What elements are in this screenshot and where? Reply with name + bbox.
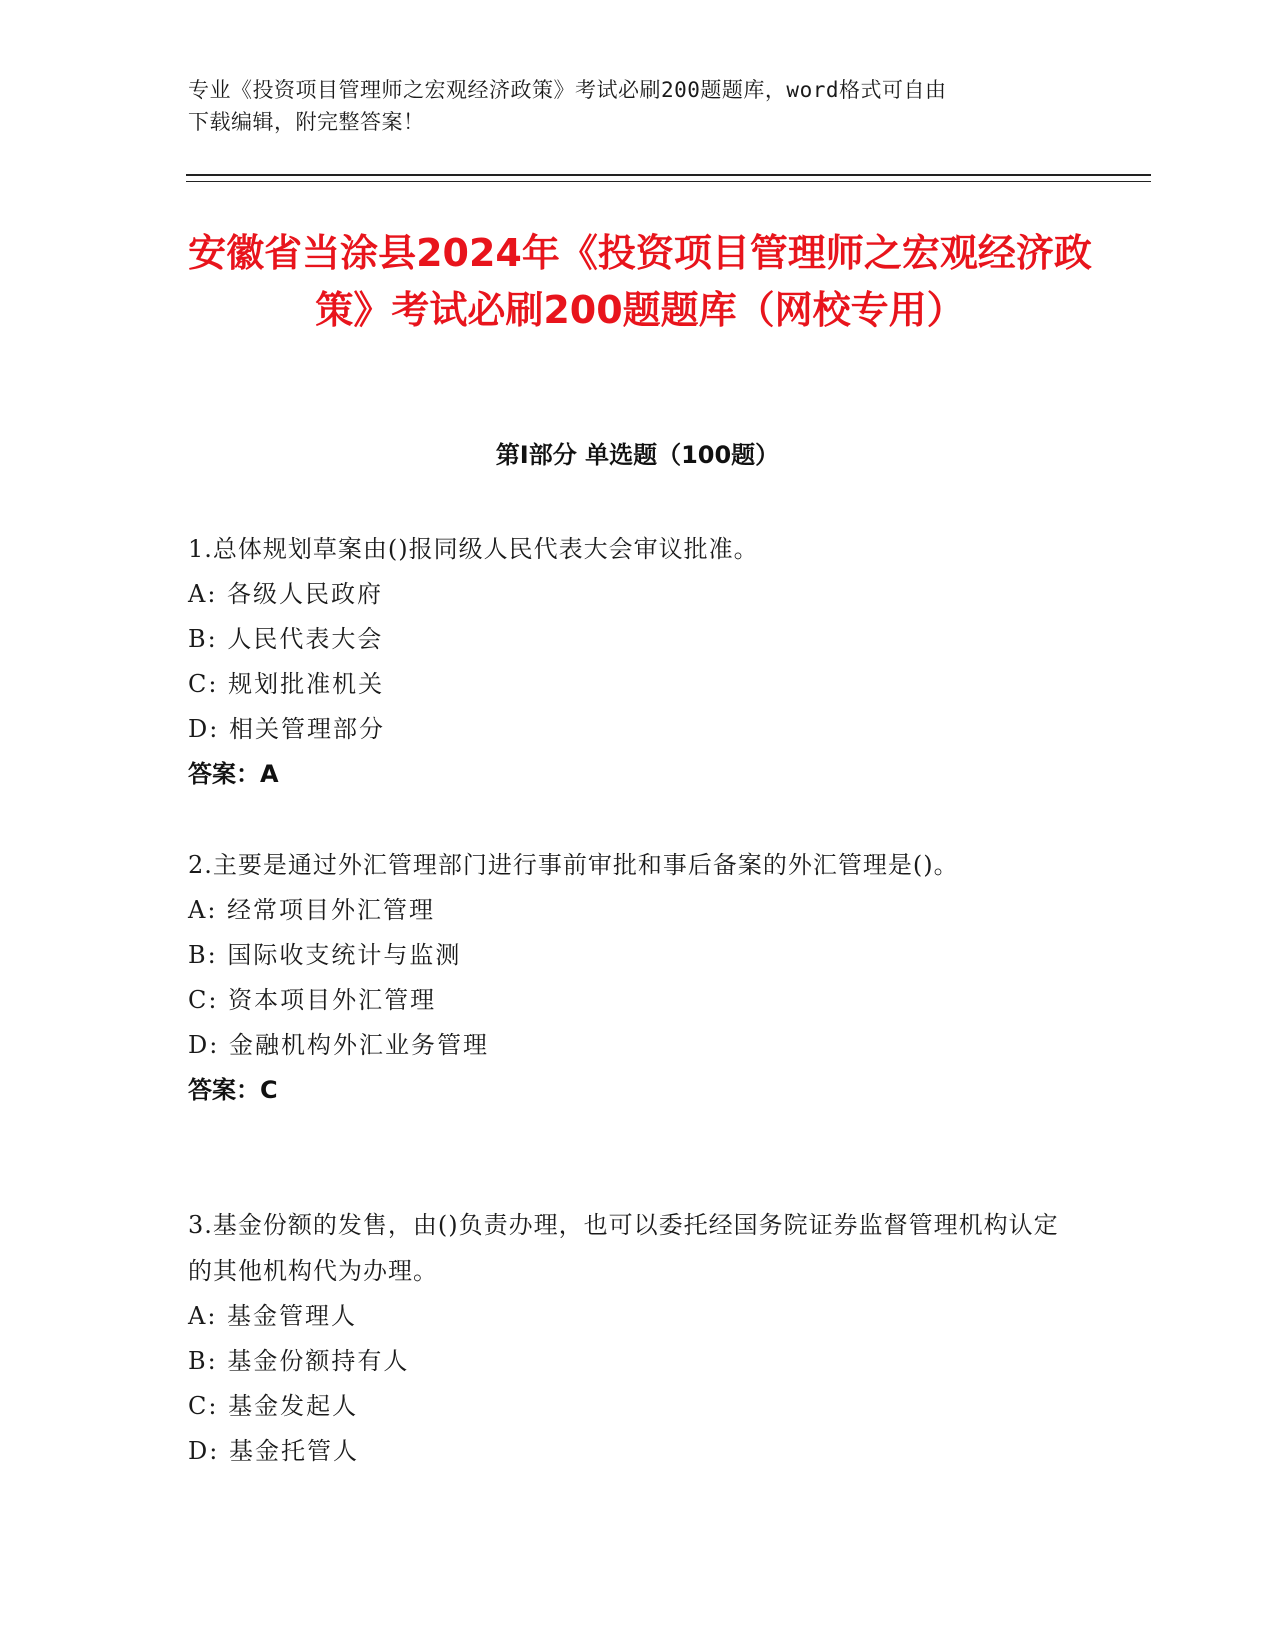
question-stem: 2.主要是通过外汇管理部门进行事前审批和事后备案的外汇管理是()。 xyxy=(188,851,959,879)
question-item xyxy=(188,842,1068,1113)
question-answer: 答案：A xyxy=(188,760,279,788)
question-option-c: C: 资本项目外汇管理 xyxy=(188,986,437,1014)
question-option-d: D: 相关管理部分 xyxy=(188,715,385,743)
document-title: 安徽省当涂县2024年《投资项目管理师之宏观经济政策》考试必刷200题题库（网校专用） xyxy=(188,231,1092,332)
header-note-line-1: 专业《投资项目管理师之宏观经济政策》考试必刷200题题库，word格式可自由 xyxy=(188,78,947,102)
question-option-b: B: 人民代表大会 xyxy=(188,625,384,653)
question-option-a: A: 各级人民政府 xyxy=(188,580,384,608)
question-option-d: D: 基金托管人 xyxy=(188,1437,359,1465)
question-item xyxy=(188,1202,1068,1474)
section-heading: 第Ⅰ部分 单选题（100题） xyxy=(495,441,780,469)
question-stem: 1.总体规划草案由()报同级人民代表大会审议批准。 xyxy=(188,535,759,563)
question-option-a: A: 经常项目外汇管理 xyxy=(188,896,436,924)
question-stem: 3.基金份额的发售，由()负责办理，也可以委托经国务院证券监督管理机构认定的其他机构代为办理。 xyxy=(188,1211,1059,1285)
question-option-c: C: 基金发起人 xyxy=(188,1392,359,1420)
header-note xyxy=(188,74,1068,138)
header-divider-thin xyxy=(186,181,1151,182)
question-option-b: B: 基金份额持有人 xyxy=(188,1347,410,1375)
header-note-line-2: 下载编辑，附完整答案！ xyxy=(188,110,425,134)
question-option-a: A: 基金管理人 xyxy=(188,1302,358,1330)
header-divider-thick xyxy=(186,174,1151,176)
question-answer: 答案：C xyxy=(188,1076,278,1104)
question-option-c: C: 规划批准机关 xyxy=(188,670,385,698)
question-item xyxy=(188,526,1068,797)
question-option-d: D: 金融机构外汇业务管理 xyxy=(188,1031,489,1059)
question-option-b: B: 国际收支统计与监测 xyxy=(188,941,462,969)
